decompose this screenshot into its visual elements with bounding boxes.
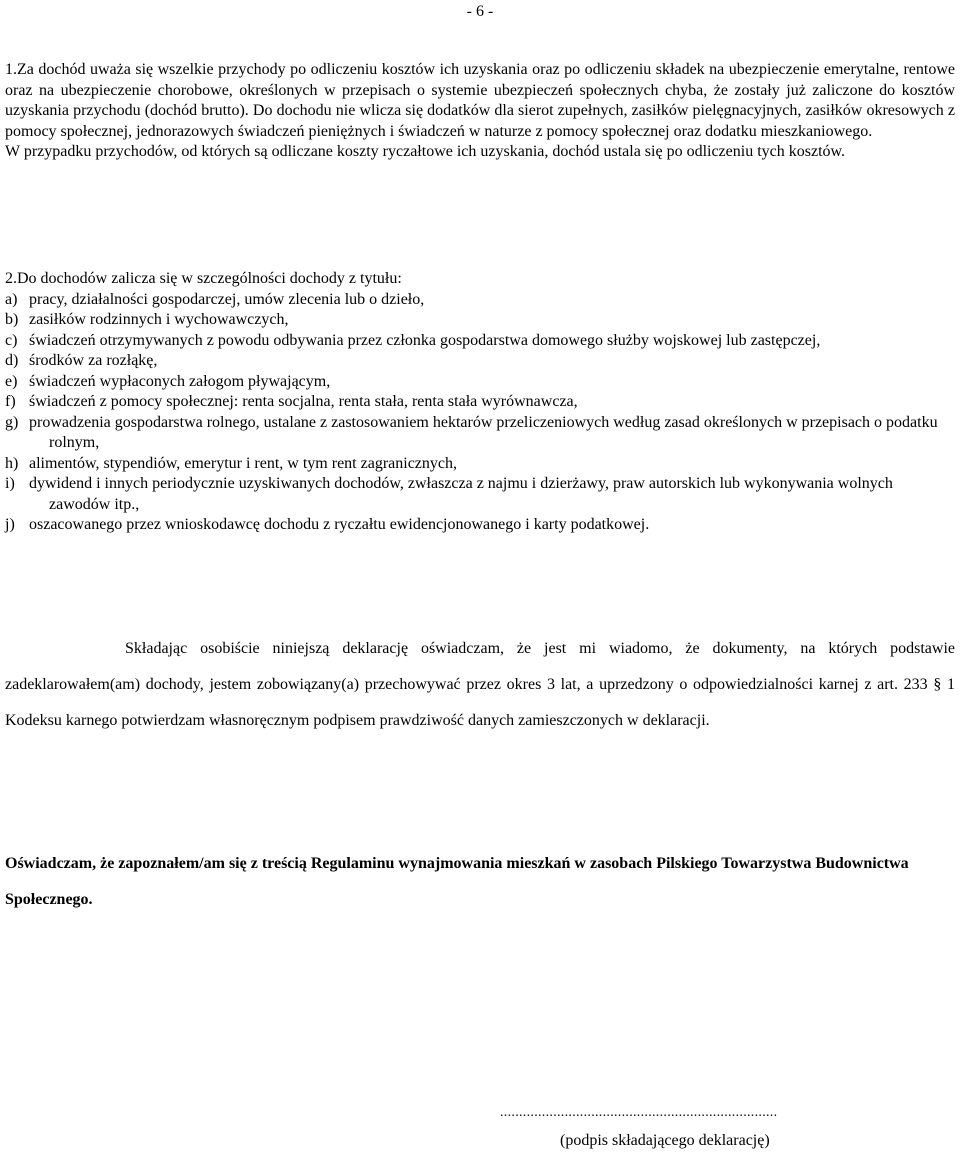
declaration-paragraph: Składając osobiście niniejszą deklarację oświadczam, że jest mi wiadomo, że dokumenty, na których podstawie zadeklarowałem(am) dochody, jestem zobowiązany(a) przechowywać przez okres 3 lat, a uprzedzony o odpowiedzialności karnej z art. 233 § 1 Kodeksu karnego potwierdzam własnoręcznym podpisem prawdziwość danych zamieszczonych w deklaracji. bbox=[5, 640, 955, 729]
income-sources-heading: 2.Do dochodów zalicza się w szczególności dochody z tytułu: bbox=[5, 270, 402, 287]
income-definition-section bbox=[5, 60, 955, 163]
list-item: i) dywidend i innych periodycznie uzyskiwanych dochodów, zwłaszcza z najmu i dzierżawy, praw autorskich lub wykonywania wolnych zawodów itp., bbox=[5, 475, 893, 513]
regulations-statement: Oświadczam, że zapoznałem/am się z treścią Regulaminu wynajmowania mieszkań w zasobach Pilskiego Towarzystwa Budownictwa Społecznego. bbox=[5, 855, 909, 908]
income-sources-list bbox=[5, 290, 955, 536]
income-sources-section bbox=[5, 269, 955, 536]
list-item: j) oszacowanego przez wnioskodawcę dochodu z ryczałtu ewidencjonowanego i karty podatkowej. bbox=[5, 516, 650, 533]
list-item: d) środków za rozłąkę, bbox=[5, 352, 158, 369]
list-item: h) alimentów, stypendiów, emerytur i rent, w tym rent zagranicznych, bbox=[5, 454, 458, 472]
list-item: g) prowadzenia gospodarstwa rolnego, ustalane z zastosowaniem hektarów przeliczeniowych według zasad określonych w przepisach o podatku rolnym, bbox=[5, 413, 938, 451]
list-item: c) świadczeń otrzymywanych z powodu odbywania przez członka gospodarstwa domowego służby wojskowej lub zastępczej, bbox=[5, 331, 821, 349]
signature-label: (podpis składającego deklarację) bbox=[560, 1132, 770, 1149]
signature-line: ......................................................................... bbox=[500, 1105, 778, 1120]
page-number: - 6 - bbox=[466, 3, 494, 20]
list-item: e) świadczeń wypłaconych załogom pływającym, bbox=[5, 372, 331, 390]
list-item: f) świadczeń z pomocy społecznej: renta socjalna, renta stała, renta stała wyrównawcza, bbox=[5, 393, 578, 410]
list-item: b) zasiłków rodzinnych i wychowawczych, bbox=[5, 311, 289, 328]
income-definition-paragraph: 1.Za dochód uważa się wszelkie przychody po odliczeniu kosztów ich uzyskania oraz po odliczeniu składek na ubezpieczenie emerytalne, rentowe oraz na ubezpieczenie chorobowe, określonych w przepisach o systemie ubezpieczeń społecznych chyba, że zostały już zaliczone do kosztów uzyskania przychodu (dochód brutto). Do dochodu nie wlicza się dodatków dla sierot zupełnych, zasiłków pielęgnacyjnych, zasiłków okresowych z pomocy społecznej, jednorazowych świadczeń pieniężnych i świadczeń w naturze z pomocy społecznej oraz dodatku mieszkaniowego. bbox=[5, 61, 955, 140]
flat-rate-costs-paragraph: W przypadku przychodów, od których są odliczane koszty ryczałtowe ich uzyskania, dochód ustala się po odliczeniu tych kosztów. bbox=[5, 143, 846, 160]
list-item: a) pracy, działalności gospodarczej, umów zlecenia lub o dzieło, bbox=[5, 290, 425, 308]
